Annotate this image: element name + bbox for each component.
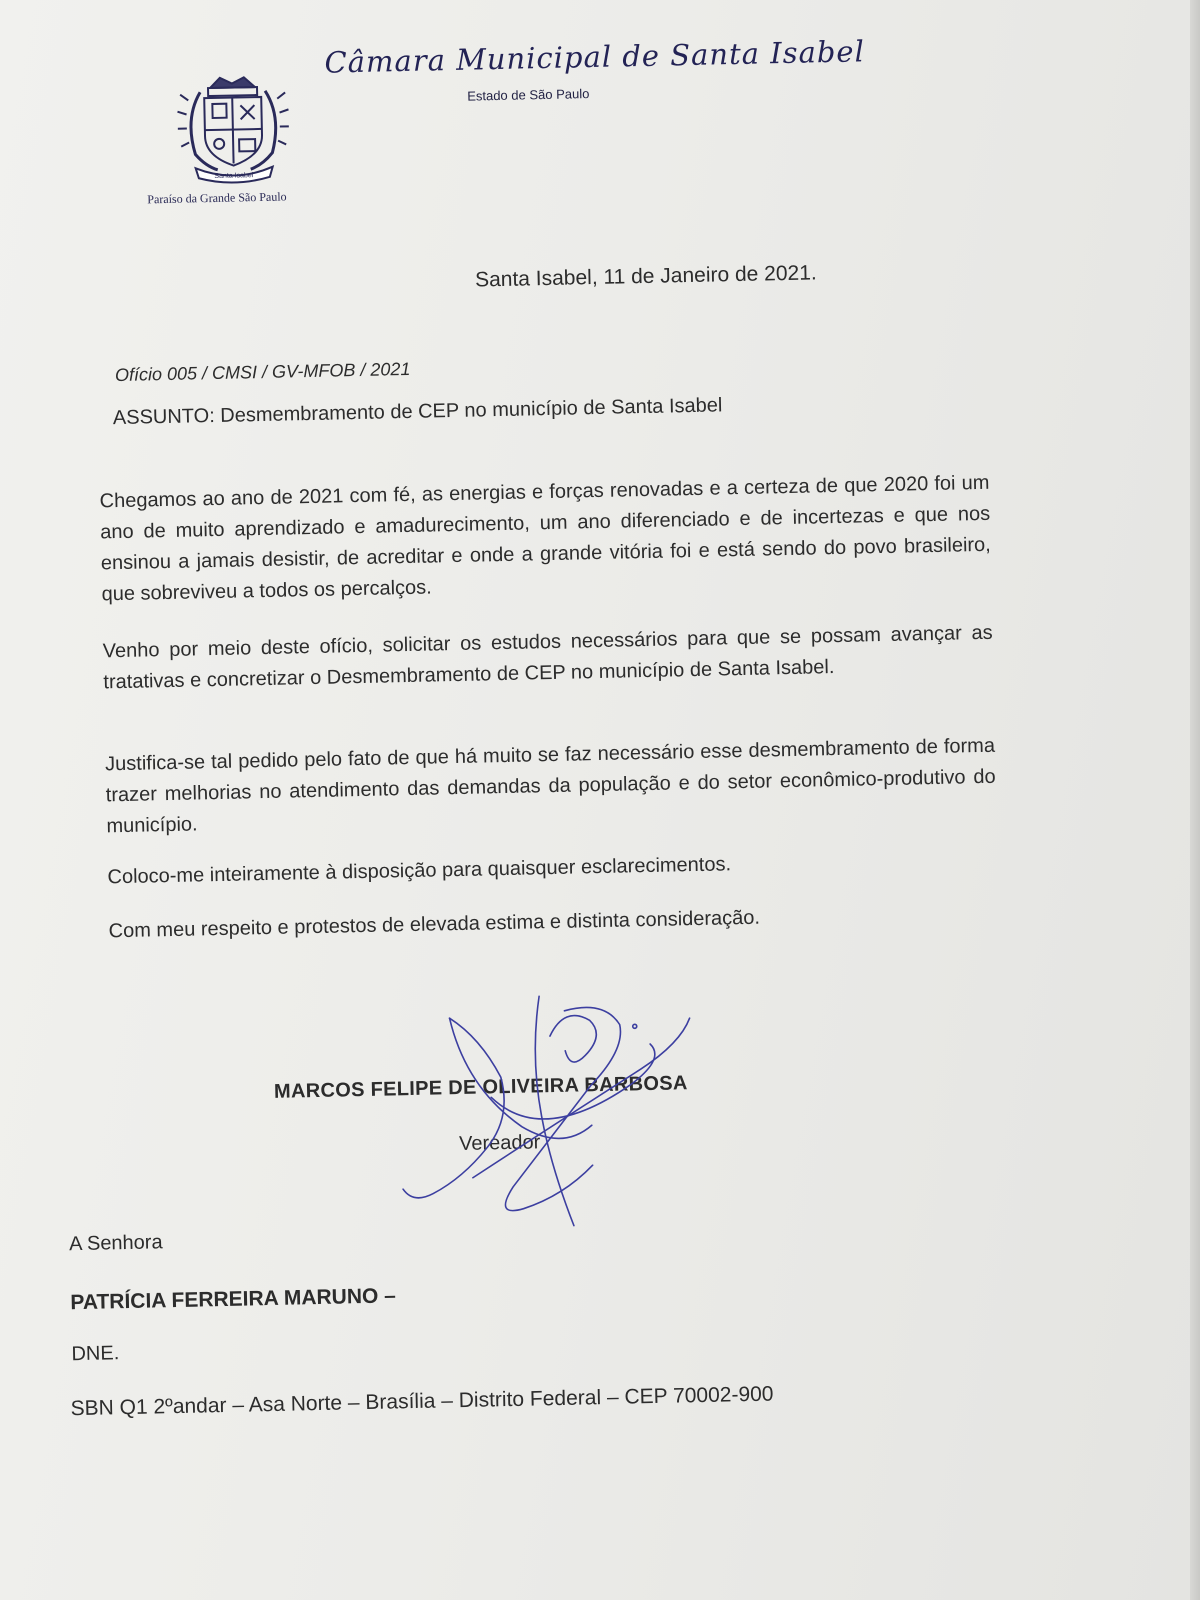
signatory-role: Vereador	[458, 1131, 541, 1156]
closing-paragraph: Com meu respeito e protestos de elevada estima e distinta consideração.	[108, 906, 761, 943]
body-paragraph: Justifica-se tal pedido pelo fato de que há muito se faz necessário esse desmembramento de forma trazer melhorias no atendimento das demandas da população e do setor econômico-produtivo do município.	[104, 734, 996, 838]
body-paragraph: Coloco-me inteiramente à disposição para quaisquer esclarecimentos.	[107, 853, 732, 889]
recipient-address: SBN Q1 2ºandar – Asa Norte – Brasília – Distrito Federal – CEP 70002-900	[70, 1382, 774, 1421]
oficio-number: Ofício 005 / CMSI / GV-MFOB / 2021	[114, 358, 411, 386]
recipient-salutation: A Senhora	[68, 1231, 163, 1256]
handwritten-signature	[389, 973, 714, 1240]
municipal-motto: Paraíso da Grande São Paulo	[147, 189, 287, 207]
body-paragraph: Venho por meio deste ofício, solicitar os estudos necessários para que se possam avançar as tratativas e concretizar o Desmembramento de CEP no município de Santa Isabel.	[102, 621, 993, 694]
subject-line: ASSUNTO: Desmembramento de CEP no município de Santa Isabel	[112, 394, 723, 430]
chamber-name: Câmara Municipal de Santa Isabel	[324, 34, 866, 80]
state-name: Estado de São Paulo	[467, 86, 590, 104]
body-paragraph: Chegamos ao ano de 2021 com fé, as energias e forças renovadas e a certeza de que 2020 foi um ano de muito aprendizado e amadurecimento, um ano diferenciado e de incertezas e que nos ensinou a jamais desistir, de acreditar e onde a grande vitória foi e está sendo do povo brasileiro, que sobreviveu a todos os percalços.	[99, 471, 991, 606]
municipal-coat-of-arms-icon	[170, 68, 297, 186]
signatory-name: MARCOS FELIPE DE OLIVEIRA BARBOSA	[273, 1072, 688, 1103]
recipient-name: PATRÍCIA FERREIRA MARUNO –	[70, 1284, 397, 1315]
date-line: Santa Isabel, 11 de Janeiro de 2021.	[474, 261, 817, 292]
crest-banner-text: Santa Isabel	[214, 172, 254, 180]
recipient-organization: DNE.	[71, 1342, 120, 1366]
